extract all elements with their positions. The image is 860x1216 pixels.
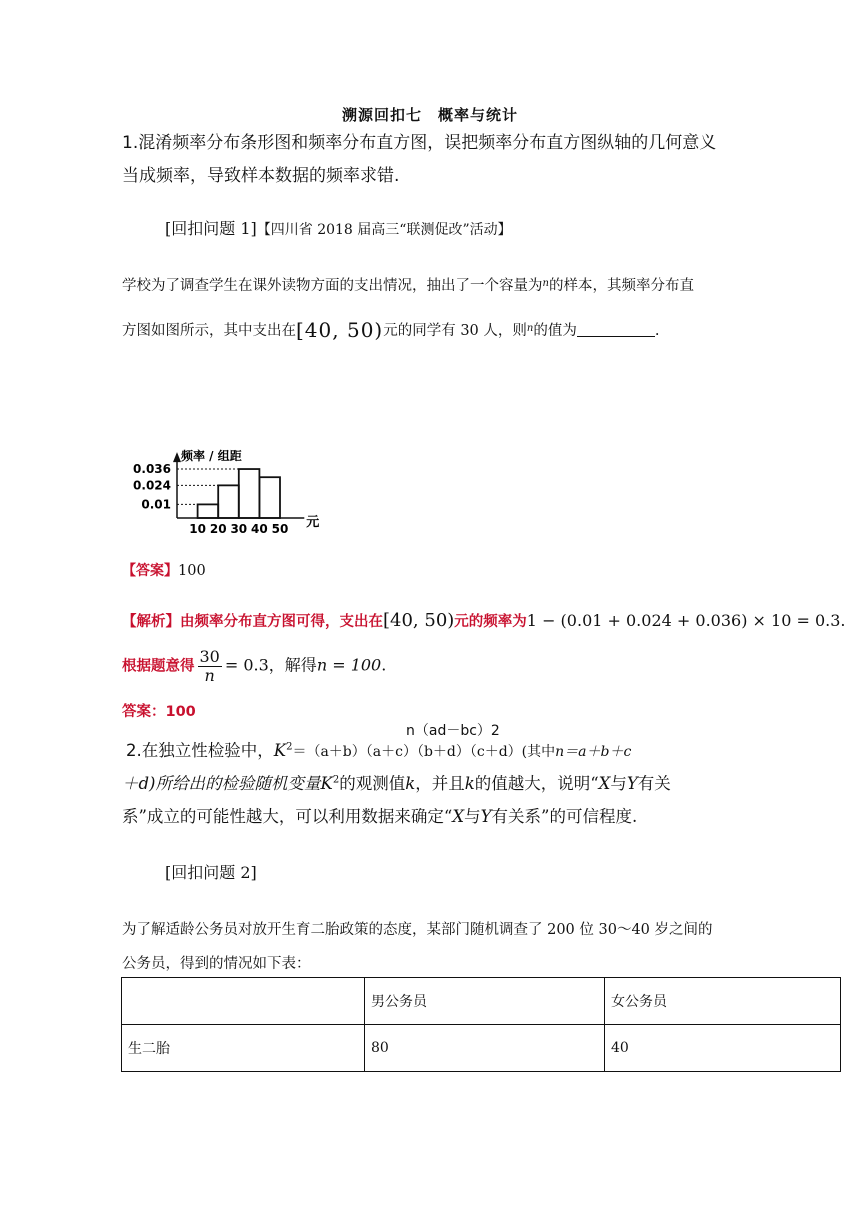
x-axis-label: 元	[306, 515, 320, 530]
histogram-bar	[259, 477, 280, 518]
interval-40-50: [40, 50)	[296, 318, 384, 342]
section2-line1: 2.在独立性检验中，$K^2=(a+b)(a+c)(b+d)(c+d)$(其中n＝a＋b＋c	[126, 741, 632, 760]
histogram-bar	[239, 469, 260, 518]
table-cell: 40	[605, 1025, 841, 1072]
y-tick-label: 0.036	[133, 462, 171, 477]
solution1-line3: 答案：100	[122, 704, 196, 720]
answer-label: 【答案】	[122, 563, 178, 579]
table-cell: 女公务员	[605, 978, 841, 1025]
question1-line2: 方图如图所示，其中支出在[40, 50)元的同学有 30 人，则$^n$的值为 .	[122, 318, 660, 342]
answer-value: 100	[178, 563, 206, 579]
x-tick-label: 50	[271, 522, 289, 536]
variable-n: n	[542, 278, 549, 289]
histogram-bar	[198, 504, 219, 518]
question2-label: [回扣问题 2]	[165, 863, 257, 882]
section2-line3: 系”成立的可能性越大，可以利用数据来确定“X与Y有关系”的可信程度.	[122, 807, 638, 826]
histogram-bar	[218, 485, 239, 518]
question2-line2: 公务员，得到的情况如下表：	[122, 956, 311, 972]
solution-label: 【解析】	[122, 614, 180, 630]
answer-blank	[577, 322, 655, 337]
fraction-30-over-n: $\frac{30}{n}$	[199, 647, 220, 685]
section1-line2: 当成频率，导致样本数据的频率求错.	[122, 166, 400, 186]
question1-line1: 学校为了调查学生在课外读物方面的支出情况，抽出了一个容量为$^n$的样本，其频率分布直	[122, 278, 694, 294]
section1-line1: 1.混淆频率分布条形图和频率分布直方图，误把频率分布直方图纵轴的几何意义	[122, 133, 717, 153]
question1-heading	[165, 216, 512, 239]
page-title: 溯源回扣七 概率与统计	[341, 106, 518, 124]
y-tick-label: 0.024	[133, 478, 171, 493]
table-cell: 男公务员	[365, 978, 605, 1025]
x-tick-label: 40	[251, 522, 268, 536]
table-cell	[122, 978, 365, 1025]
answer1	[122, 560, 206, 580]
table-cell: 生二胎	[122, 1025, 365, 1072]
y-axis-arrow	[173, 452, 181, 462]
question1-label: [回扣问题 1]	[165, 219, 257, 238]
y-tick-label: 0.01	[141, 497, 171, 512]
table-row	[122, 1025, 841, 1072]
formula-numerator: n（ad－bc）2	[406, 723, 500, 739]
x-tick-label: 30	[230, 522, 248, 536]
question1-source: 【四川省 2018 届高三“联测促改”活动】	[256, 222, 512, 238]
section2-line2: ＋d)所给出的检验随机变量$K^2$的观测值k，并且k的值越大，说明“X与Y有关	[122, 774, 671, 793]
frequency-histogram	[130, 355, 330, 540]
solution-expression: 1 − (0.01 + 0.024 + 0.036) × 10 = 0.3	[526, 611, 841, 630]
solution1-line2: 根据题意得 $\frac{30}{n}$ = 0.3，解得n = 100.	[122, 647, 387, 685]
table-header-row	[122, 978, 841, 1025]
y-axis-label: 频率 / 组距	[181, 449, 242, 464]
question2-line1: 为了解适龄公务员对放开生育二胎政策的态度，某部门随机调查了 200 位 30～40 岁之间的	[122, 922, 713, 938]
survey-table	[121, 977, 841, 1072]
table-cell: 80	[365, 1025, 605, 1072]
x-tick-label: 10	[189, 522, 206, 536]
x-tick-label: 20	[209, 522, 227, 536]
solution1-line1: 【解析】由频率分布直方图可得，支出在[40, 50)元的频率为1 − (0.01 + 0.024 + 0.036) × 10 = 0.3.	[122, 610, 846, 631]
variable-n: n	[526, 323, 534, 334]
